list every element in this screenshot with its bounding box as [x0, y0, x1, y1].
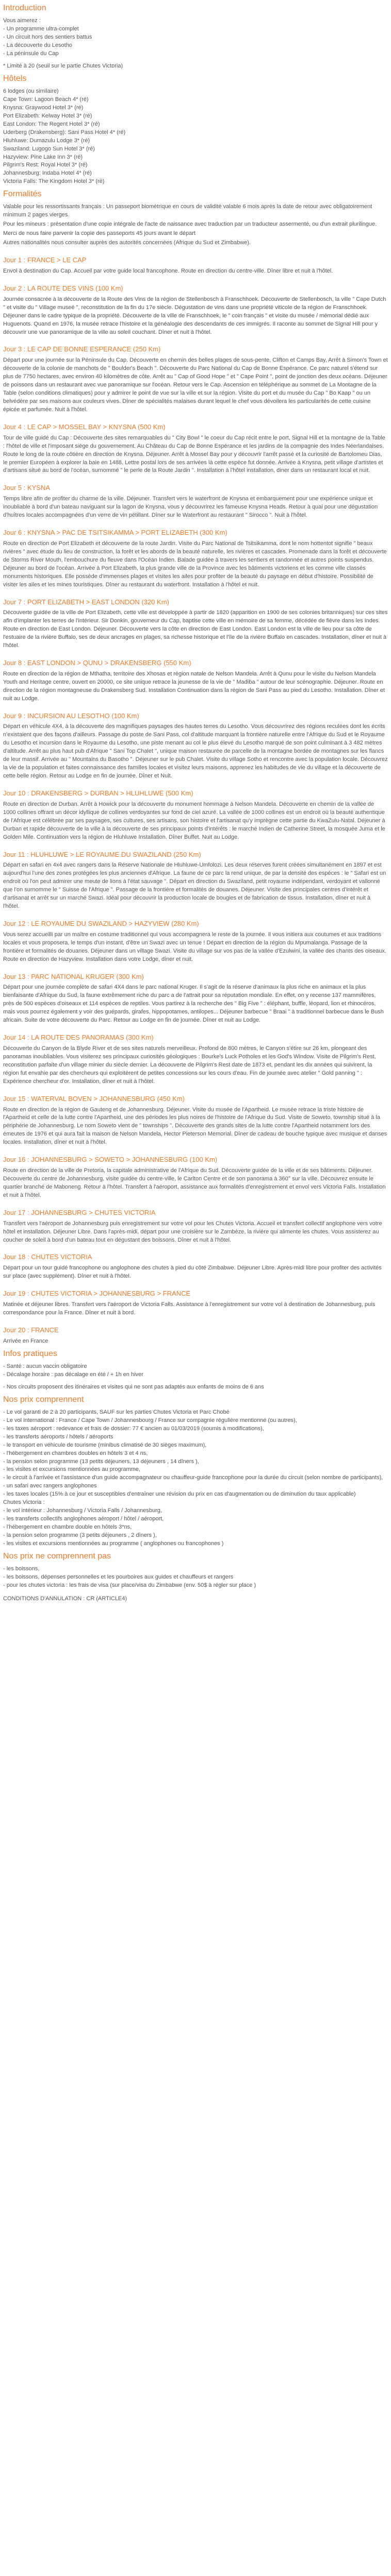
day-description: Arrivée en France [3, 1337, 48, 1344]
cancellation-conditions: CONDITIONS D'ANNULATION : CR (ARTICLE4) [3, 1595, 127, 1602]
infos-line: - Santé : aucun vaccin obligatoire [3, 1363, 87, 1369]
hotel-item: Johannesburg: Indaba Hotel 4* (ré) [3, 170, 92, 177]
intro-section [3, 2, 388, 71]
formalites-paragraph: Valable pour les ressortissants français : Un passeport biométrique en cours de validité valable 6 mois après la date de retour avec obligatoirement minimum 2 pages vierges. [3, 204, 372, 218]
exclus-line: - pour les chutes victoria : les frais de visa (sur place/visa du Zimbabwe (env. 50$ à régler sur place ) [3, 1582, 256, 1588]
exclus-section [3, 1550, 388, 1590]
day-title: Jour 9 : INCURSION AU LESOTHO (100 Km) [3, 711, 139, 720]
inclus-title: Nos prix comprennent [3, 1395, 84, 1404]
inclus-line: - un safari avec rangers anglophones [3, 1483, 97, 1489]
hotel-item: Port Elizabeth: Kelway Hotel 3* (ré) [3, 112, 92, 119]
day-title: Jour 12 : LE ROYAUME DU SWAZILAND > HAZYVIEW (280 Km) [3, 920, 199, 928]
day-title: Jour 3 : LE CAP DE BONNE ESPERANCE (250 Km) [3, 345, 161, 353]
day-title: Jour 19 : CHUTES VICTORIA > JOHANNESBURG > FRANCE [3, 1290, 191, 1298]
hotel-item: Victoria Falls: The Kingdom Hotel 3* (ré) [3, 178, 105, 185]
day-section [3, 1155, 388, 1200]
day-section [3, 711, 388, 781]
exclus-line: - les boissons, dépenses personnelles et les pourboires aux guides et chauffeurs et rangers [3, 1573, 234, 1580]
day-title: Jour 11 : HLUHLUWE > LE ROYAUME DU SWAZILAND (250 Km) [3, 850, 201, 858]
day-title: Jour 5 : KYSNA [3, 484, 51, 492]
day-section [3, 919, 388, 964]
inclus-line: - le circuit à l'arrivée et l'assistance d'un guide accompagnateur ou chauffeur-guide francophone pour la durée du circuit (selon nombre de participants), [3, 1475, 383, 1481]
day-title: Jour 18 : CHUTES VICTORIA [3, 1253, 92, 1261]
day-title: Jour 1 : FRANCE > LE CAP [3, 256, 87, 264]
inclus-section [3, 1394, 388, 1548]
day-section [3, 422, 388, 476]
inclus-line: - les visites et excursions mentionnées au programme ( anglophones ou francophones ) [3, 1540, 224, 1547]
inclus-line: - l'hébergement en chambres doubles en hôtels 3 et 4 ns, [3, 1450, 148, 1456]
day-section [3, 1208, 388, 1245]
inclus-line: - les transferts collectifs anglophones aéroport / hôtel / aéroport, [3, 1516, 164, 1522]
day-title: Jour 10 : DRAKENSBERG > DURBAN > HLUHLUWE (500 Km) [3, 789, 193, 798]
day-section [3, 1094, 388, 1147]
intro-line: - La découverte du Lesotho [3, 42, 72, 48]
page-content [0, 2, 391, 1614]
hotel-item: Pilgrim's Rest: Royal Hotel 3* (ré) [3, 162, 88, 168]
day-section [3, 1033, 388, 1086]
inclus-line: - les visites et excursions mentionnées au programme, [3, 1466, 140, 1473]
exclus-title: Nos prix ne comprennent pas [3, 1551, 111, 1561]
day-title: Jour 4 : LE CAP > MOSSEL BAY > KNYSNA (500 Km) [3, 422, 166, 431]
formalites-title: Formalités [3, 190, 42, 199]
intro-line: Vous aimerez : [3, 18, 41, 24]
day-description: Matinée et déjeuner libres. Transfert vers l'aéroport de Victoria Falls. Assistance à l'enregistrement sur votre vol à destination de Johannesburg, puis correspondance pour la France. Dîner et nuit à bord. [3, 1301, 376, 1316]
day-title: Jour 14 : LA ROUTE DES PANORAMAS (300 Km) [3, 1033, 154, 1042]
day-description: Départ pour une journée sur la Péninsule du Cap. Découverte en chemin des belles plages de sous-pente, Clifton et Camps Bay, Arrêt à Simon's Town et découverte de la colonie de manchots de " Boulder's Beach ". Découverte du Parc National du Cap de Bonne Espérance. Ce parc naturel s'étend sur plus de 7750 hectares, avec environ 40 kilomètres de côte. Arrêt au " Cap of Good Hope " et " Cape Point ", point de jonction des deux océans. Déjeuner de poissons dans un restaurant avec vue panoramique sur l'océan. Retour vers le Cap. Ascension en téléphérique au sommet de La Montagne de la Table (selon conditions climatiques) pour y admirer le point de vue sur la ville et sur la région. Visite du port et du musée du Cap " Bo Kaap " ou un belvédère par ses maisons aux couleurs vives. Dîner de spécialités malaises durant lequel le chef vous dévoilera les particularités de cette cuisine épicée et parfumée. Nuit à l'hôtel. [3, 357, 388, 413]
day-section [3, 972, 388, 1025]
inclus-line: - les taxes locales (15% à ce jour et susceptibles d'entraîner une révision du prix en cas d'augmentation ou de diminution du taux applicable) [3, 1491, 356, 1498]
intro-title: Introduction [3, 4, 46, 12]
day-title: Jour 2 : LA ROUTE DES VINS (100 Km) [3, 284, 123, 292]
day-description: Découverte guidée de la ville de Port Elizabeth, cette ville est développée à partir de 1820 (apparition en 1900 de ses colonies britanniques) sur ces sites afin d'implanter les terres de l'intérieur. Sir Donkin, gouverneur du Cap, baptise cette ville en mémoire de sa femme, décédée de fièvre dans les Indes. Route en direction de East London. Déjeuner. Découverte vers la côte en direction de East London. East London est la ville de lieu pour sa côte de l'estuaire de la rivière Buffalo, ses de deux ancrages en plages, sa richesse historique et l'île de la rivière Buffalo en cascades. Installation, dîner et nuit à l'hôtel. [3, 609, 388, 649]
formalites-paragraph: Autres nationalités nous consulter auprès des autorités concernées (Afrique du Sud et Zimbabwe). [3, 240, 251, 246]
day-description: Départ pour une journée complète de safari 4X4 dans le parc national Kruger. Il s'agit de la réserve d'animaux la plus riche en animaux et la plus bienfaisante d'Afrique du Sud, la faune extrêmement riche du parc a de l'attrait pour sa réputation mondiale. En effet, on y recense 137 mammifères, près de 500 espèces d'oiseaux et 114 espèces de reptiles. Vous partirez à la recherche des " Big Five " : éléphant, buffle, léopard, lion et rhinocéros, mais vous pourrez également y voir des guépards, girafes, hippopotames, antilopes... Déjeuner barbecue " Braai " à traditionnel barbecue dans le Bush africain. Suite de votre découverte du Parc. Retour au Lodge en fin de journée. Dîner et nuit au Lodge. [3, 984, 384, 1024]
intro-line: - La péninsule du Cap [3, 50, 59, 57]
formalites-section [3, 188, 388, 247]
day-description: Envol à destination du Cap. Accueil par votre guide local francophone. Route en direction du centre-ville. Dîner libre et nuit à l'hôtel. [3, 267, 333, 274]
infos-title: Infos pratiques [3, 1349, 57, 1358]
inclus-line: - Le vol garanti de 2 à 20 participants, SAUF sur les parties Chutes Victoria et Parc Chobé [3, 1409, 230, 1415]
hotel-item: Uderberg (Drakensberg): Sani Pass Hotel 4* (ré) [3, 129, 126, 135]
inclus-line: - l'hébergement en chambre double en hôtels 3*ns, [3, 1524, 132, 1530]
intro-note: * Limité à 20 (seuil sur le partie Chutes Victoria) [3, 62, 123, 69]
day-title: Jour 7 : PORT ELIZABETH > EAST LONDON (320 Km) [3, 598, 169, 606]
day-section [3, 850, 388, 911]
exclus-line: - les boissons, [3, 1566, 40, 1572]
hotel-item: 6 lodges (ou similaire) [3, 88, 59, 94]
day-description: Tour de ville guidé du Cap : Découverte des sites remarquables du " City Bowl " le coeur du Cap récit entre le port, Signal Hill et la montagne de la Table : l'hôtel de ville et l'imposant siège du gouvernement. Au Château du Cap de Bonne Espérance et les jardins de la compagnie des Indes Néerlandaises. Route le long de la route côtière en direction de Knysna. Déjeuner. Arrêt à Mossel Bay pour y découvrir l'arrêt passé et la curiosité de Bartolomeu Dias, le premier Européen à explorer la baie en 1488. Lettre postal lors de ses arrivées là cette espèce fut donnée. Arrivée à Knysna, petit village d'artistes et d'artisans situé au bord de l'océan, surnommé " le perle de la Route Jardin ". Installation à l'hôtel installation, diner dans un restaurant local et nuit. [3, 434, 385, 474]
day-section [3, 598, 388, 651]
infos-line: - Décalage horaire : pas décalage en été / + 1h en hiver [3, 1371, 143, 1378]
day-title: Jour 8 : EAST LONDON > QUNU > DRAKENSBERG (550 Km) [3, 659, 191, 667]
day-title: Jour 20 : FRANCE [3, 1326, 59, 1334]
day-description: Route en direction de Durban. Arrêt à Howick pour la découverte du monument hommage à Nelson Mandela. Découverte en chemin de la vallée de 1000 collines offrant un décor idyllique de collines verdoyantes sur fond de ciel azuré. La vallée de 1000 collines est un endroit où la beauté authentique de l'Afrique est célébrée par ses paysages, ses cultures, ses artisans, son histoire et l'artisanat qu'y imprègne cette partie du KwaZulu-Natal. Déjeuner à Durban et rapide découverte de la ville à la découverte de ses principaux points d'intérêts : le marché Indien de Catherine Street, la mosquée Juma et le Golden Mile. Continuation vers la région de Hluhluwe Installation. Dîner Buffet. Nuit au Lodge. [3, 801, 385, 840]
day-section [3, 256, 388, 276]
day-section [3, 483, 388, 520]
formalites-paragraph: Pour les mineurs : présentation d'une copie intégrale de l'acte de naissance avec traduction par un traducteur assermenté, ou d'un extrait plurilingue. [3, 221, 377, 228]
day-section [3, 789, 388, 842]
hotel-item: Knysna: Graywood Hotel 3* (ré) [3, 104, 84, 111]
formalites-paragraph: Merci de nous faire parvenir la copie des passeports 45 jours avant le départ [3, 230, 196, 237]
day-description: Route en direction de la région de Mthatha, territoire des Xhosas et région natale de Nelson Mandela. Arrêt à Qunu pour le visite du Nelson Mandela Youth and Heritage centre, ouvert en 20000, ce site unique retrace la jeunesse de la vie de " Madiba " autour de leur scénographie. Déjeuner. Route en direction de la région montagneuse du Drakensberg Sud. Installation Continuation dans la région de Sani Pass au pied du Lesotho. Installation. Dîner et nuit au Lodge. [3, 670, 385, 702]
day-section [3, 284, 388, 337]
inclus-line: - la pension selon programme (13 petits déjeuners, 13 déjeuners , 14 dîners ), [3, 1458, 199, 1465]
hotel-item: Cape Town: Lagoon Beach 4* (ré) [3, 96, 89, 103]
inclus-line: - le vol intérieur : Johannesburg / Victoria Falls / Johannesburg, [3, 1507, 162, 1514]
day-description: Journée consacrée à la découverte de la Route des Vins de la région de Stellenbosch à Franschhoek. Découverte de Stellenbosch, la ville " Cape Dutch " et visite du " Village museé ", reconstitution de la fin du 17e siècle. Dégustation de vins dans une propriété viticole de la région de Franschhoek. Déjeuner dans le cadre typique de la propriété. Découverte de la ville de Franschhoek, le " coin français " et visite du musée / mémorial dédié aux Huguenots. Quand en 1976, la musée retrace l'histoire et la généalogie des descendants de ces immigrés. Il raconte au sommet de Signal Hill pour y découvrir une vue panoramique de la ville au soleil couchant. Dîner et nuit à l'hôtel. [3, 296, 386, 335]
day-description: Vous serez accueilli par un maître en costume traditionnel qui vous accompagnera le reste de la journée. Il vous initiera aux coutumes et aux traditions locales et vous proposera, le temps d'un instant, d'être un Swazi avec un tenue ! Départ en direction de la région du Mpumalanga. Passage de la frontière et formalités de douanes. Déjeuner dans un village Swazi. Visite du village sur vos pas de la vallée d'Ezulwini, la vallée des chants des oiseaux. Route en direction de Hazyview. Installation dans votre Lodge, dîner et nuit. [3, 931, 386, 962]
inclus-line: - la pension selon programme (3 petits déjeuners , 2 dîners ), [3, 1532, 157, 1538]
day-description: Départ en safari en 4x4 avec rangers dans la Réserve Nationale de Hluhluwe-Umfolozi. Les deux réserves furent créées simultanément en 1897 et est aujourd'hui l'une des zones protégées les plus anciennes d'Afrique. La faune de ce parc la rend unique, de par la densité des espèces : le " Safari est un endroit où l'on peut admirer une meute de lions à l'état sauvage ". Départ en direction du Swaziland, petit royaume indépendant, verdoyant et vallonné que l'on surnomme le " Suisse de l'Afrique ". Passage de la frontière et formalités de douanes. Déjeuner. Visite des principales centres d'intérêt et d'artisanat et arrêt sur un marché Swazi. Idéal pour découvrir la production locale de bougies et de fabrication de tissus. Installation, dîner et nuit à l'hôtel. [3, 862, 386, 910]
day-section [3, 1326, 388, 1346]
itinerary [3, 256, 388, 1346]
day-title: Jour 6 : KNYSNA > PAC DE TSITSIKAMMA > PORT ELIZABETH (300 Km) [3, 529, 227, 537]
inclus-line: - Le vol international : France / Cape Town / Johannesbourg / France sur compagnie régulière mentionné (ou autres), [3, 1417, 297, 1423]
hotels-title: Hôtels [3, 74, 27, 83]
day-description: Temps libre afin de profiter du charme de la ville. Déjeuner. Transfert vers le waterfront de Knysna et embarquement pour une expérience unique et inoubliable à bord d'un bateau naviguant sur la lagon de Knysna, vous y découvrirez les fameuse Knysna Heads. Retour à quai pour une dégustation d'huîtres locales accompagnées d'un verre de vin pétillant. Dîner sur le Waterfront au restaurant " Sirocco ". Nuit à l'hôtel. [3, 496, 378, 519]
hotel-item: Hazyview: Pine Lake Inn 3* (ré) [3, 154, 83, 160]
hotel-item: Hluhluwe: Dumazulu Lodge 3* (ré) [3, 137, 90, 144]
hotel-item: Swaziland: Lugogo Sun Hotel 3* (ré) [3, 145, 95, 152]
hotels-section [3, 73, 388, 186]
hotel-item: East London: The Regent Hotel 3* (ré) [3, 121, 100, 127]
day-title: Jour 17 : JOHANNESBURG > CHUTES VICTORIA [3, 1208, 156, 1216]
day-description: Départ en véhicule 4X4, à la découverte des magnifiques paysages des hautes terres du Lesotho. Vous découvrirez des régions reculées dont les écrits n'existaient que des façons d'ailleurs. Passage du poste de Sani Pass, col d'altitude marquant la frontière naturelle entre l'Afrique du Sud et le Royaume du Lesotho et incursion dans le Royaume du Lesotho, une piste menant au col le plus élevé du Lesotho marqué de son point culminant à 3 482 mètres d'altitude. Arrêt au plus haut pub d'Afrique " Sani Top Chalet ", unique maison restaurée de parcelle de la montagne bordée de montagnes sur les flancs de leur massif. Arrivée au " Mountains du Basotho ". Déjeuner sur le pub Chalet. Visite du village Sotho et rencontre avec la population locale. Découvrez la vie de la population et faites connaissance des familles locales et visitez leurs maisons, apprenez les habitudes de vie du village et la découverte de cette belle région. Retour au Lodge en fin de journée. Dîner et Nuit. [3, 723, 388, 779]
day-title: Jour 13 : PARC NATIONAL KRUGER (300 Km) [3, 972, 144, 980]
day-description: Route en direction de la région de Gauteng et de Johannesburg. Déjeuner. Visite du musée de l'Apartheid. Le musée retrace la triste histoire de l'Apartheid et celle de la lutte contre l'Apartheid, une des périodes les plus noires de l'histoire de l'Afrique du Sud. Visite de Soweto, township situé à la périphérie de Johannesburg. Le nom Soweto vient de " townships ". Découverte des grands sites de la lutte contre l'Apartheid notamment lors des émeutes de 1976 et qui aura fait la maison de Nelson Mandela, Hector Pieterson Memorial. Dîner de cadeau de bouche typique avec musique et danses locales. Installation, dîner et nuit à l'hôtel. [3, 1106, 387, 1146]
day-section [3, 658, 388, 703]
intro-line: - Un circuit hors des sentiers battus [3, 34, 92, 41]
day-description: Découverte du Canyon de la Blyde River et de ses sites naturels merveilleux. Profond de 800 mètres, le Canyon s'étire sur 26 km, plongeant des panoramas inoubliables. Vous visiterez ses principaux curiosités géologiques : Bourke's Luck Potholes et les God's Window. Visite de Pilgrim's Rest, reconstitution parfaite d'un village minier du siècle dernier. La découverte de Pilgrim's Rest date de 1873 et, pendant les dix années qui suivirent, la région fut envahie par des chercheurs qui exploitèrent de petites concessions sur les cours d'eau. Fin de journée avec atelier " Gold panning " : Expérience chercheur d'or. Installation, dîner et nuit à l'hôtel. [3, 1045, 376, 1084]
day-description: Départ pour un tour guidé francophone ou anglophone des chutes à pied du côté Zimbabwe. Déjeuner Libre. Après-midi libre pour profiter des activités sur place (avec supplément). Dîner et nuit à l'hôtel. [3, 1265, 382, 1280]
infos-note: - Nos circuits proposent des itinéraires et visites qui ne sont pas adaptés aux enfants de moins de 6 ans [3, 1383, 264, 1390]
inclus-line: - le transport en véhicule de tourisme (minibus climatisé de 30 sièges maximum), [3, 1442, 207, 1448]
day-section [3, 1252, 388, 1281]
day-description: Transfert vers l'aéroport de Johannesburg puis enregistrement sur votre vol pour les Chutes Victoria. Accueil et transfert collectif anglophone vers votre hôtel et installation. Déjeuner Libre. Dans l'après-midi, départ pour une croisière sur le Zambèze, la rivière qui alimente les chutes. Vous assisterez au coucher de soleil à bord d'un bateau tout en dégustant des boissons. Dîner et nuit à l'hôtel. [3, 1220, 382, 1243]
inclus-line: - les transferts aéroports / hôtels / aéroports [3, 1433, 113, 1440]
infos-section [3, 1348, 388, 1392]
hotels-list [3, 88, 388, 186]
inclus-line: - les taxes aéroport : redevance et frais de dossier: 77 € ancien au 01/03/2019 (soumis à modifications), [3, 1425, 264, 1432]
day-title: Jour 16 : JOHANNESBURG > SOWETO > JOHANNESBURG (100 Km) [3, 1156, 218, 1164]
inclus-line: Chutes Victoria : [3, 1499, 45, 1506]
day-description: Route en direction de Port Elizabeth et découverte de la route Jardin. Visite du Parc National de Tsitsikamma, dont le nom hottentot signifie " beaux rivières " avec étude du lieu de construction, la forêt et les abords de la beauté naturelle, les rivières et cascades. Promenade dans la forêt et découverte de Storms River Mouth, l'embouchure du fleuve dans l'Océan Indien. Balade guidée à travers les sentiers et randonnée et autres points suspendus. Déjeuner au bord de l'océan. Arrivée à Port Elizabeth, la plus grande ville de la Province avec les bâtiments victoriens et les comme ville classés monuments historiques. Elle possède d'immenses plages et visites les ailes pour profiter de la beauté du paysage en début d'histoire. Possibilité de visiter les ailes et les mines touristiques. Dîner au restaurant du waterfront. Installation à l'hôtel et nuit. [3, 540, 387, 588]
day-section [3, 345, 388, 414]
intro-line: - Un programme ultra-complet [3, 26, 79, 32]
day-title: Jour 15 : WATERVAL BOVEN > JOHANNESBURG (450 Km) [3, 1094, 185, 1103]
day-section [3, 1289, 388, 1317]
day-description: Route en direction de la ville de Pretoria, la capitale administrative de l'Afrique du Sud. Découverte guidée de la ville et de ses bâtiments. Déjeuner. Découverte du centre de Johannesburg, visite guidée du centre-ville, le Carlton Centre et de son panorama à 360° sur la ville. Découvrez ensuite le quartier branché de Maboneng. Retour à l'hôtel. Transfert à l'aéroport, assistance aux formalités d'enregistrement et envol vers Victoria Falls. Installation et nuit à l'hôtel. [3, 1167, 386, 1198]
day-section [3, 528, 388, 589]
